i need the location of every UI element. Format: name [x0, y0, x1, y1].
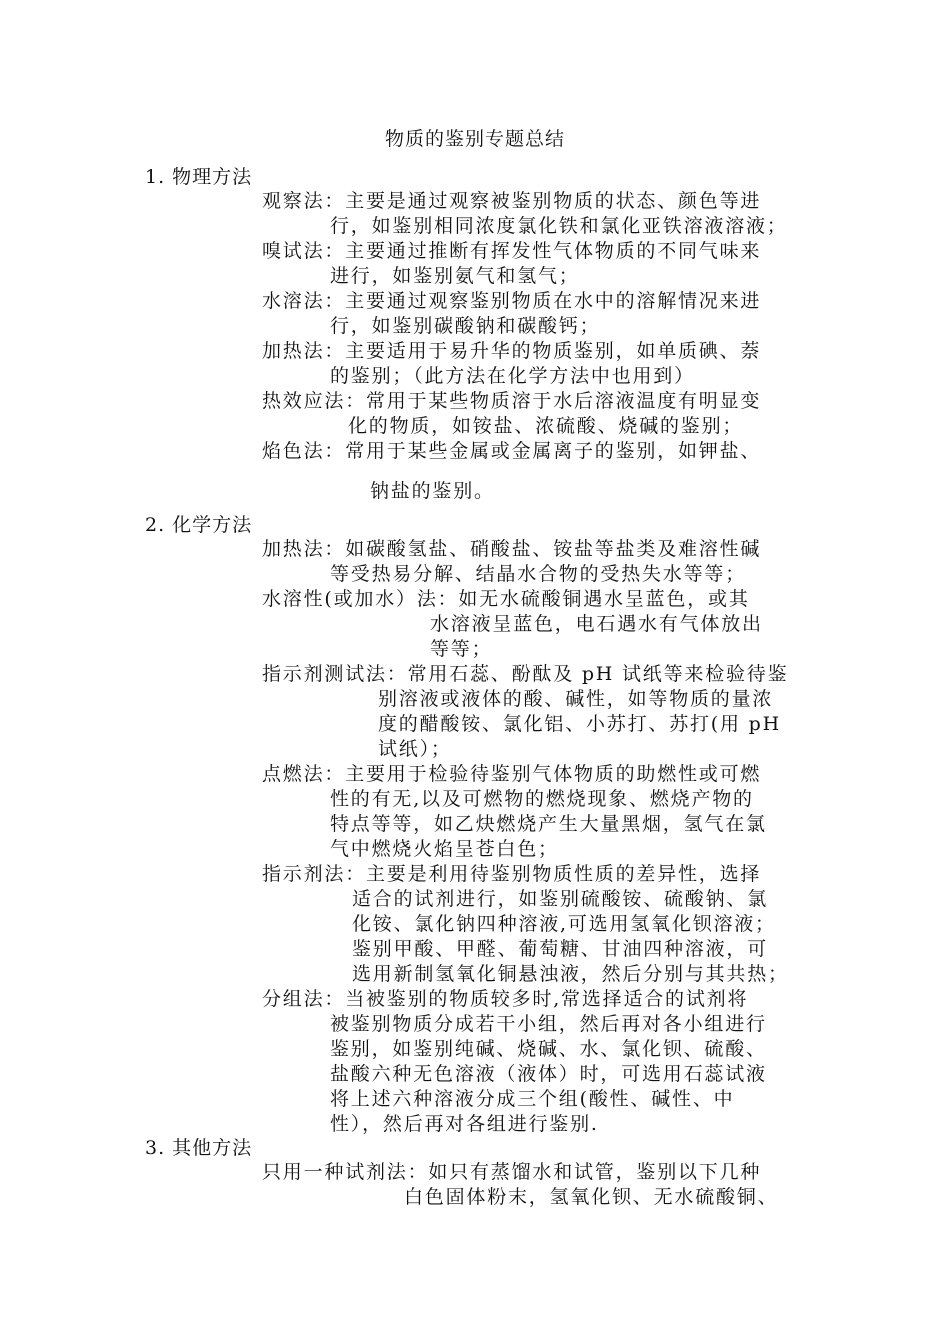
text-line: 气中燃烧火焰呈苍白色；: [330, 838, 559, 860]
text-line: 性的有无,以及可燃物的燃烧现象、燃烧产物的: [330, 788, 754, 810]
text-line: 焰色法：常用于某些金属或金属离子的鉴别，如钾盐、: [262, 440, 762, 462]
text-line: 适合的试剂进行，如鉴别硫酸铵、硫酸钠、氯: [352, 888, 769, 910]
text-line: 特点等等，如乙炔燃烧产生大量黑烟，氢气在氯: [330, 813, 767, 835]
text-line: 的鉴别；（此方法在化学方法中也用到）: [330, 365, 695, 387]
text-line: 点燃法：主要用于检验待鉴别气体物质的助燃性或可燃: [262, 763, 762, 785]
text-line: 观察法：主要是通过观察被鉴别物质的状态、颜色等进: [262, 190, 762, 212]
text-line: 度的醋酸铵、氯化铝、小苏打、苏打(用 pH: [378, 713, 781, 735]
section-heading-other: 3. 其他方法: [145, 1137, 253, 1159]
text-line: 化铵、氯化钠四种溶液,可选用氢氧化钡溶液；: [352, 913, 776, 935]
text-line: 分组法：当被鉴别的物质较多时,常选择适合的试剂将: [262, 988, 749, 1010]
text-line: 别溶液或液体的酸、碱性，如等物质的量浓: [378, 688, 774, 710]
text-line: 鉴别甲酸、甲醛、葡萄糖、甘油四种溶液，可: [352, 938, 769, 960]
document-title: 物质的鉴别专题总结: [384, 128, 565, 150]
text-line: 被鉴别物质分成若干小组，然后再对各小组进行: [330, 1013, 767, 1035]
text-line: 热效应法：常用于某些物质溶于水后溶液温度有明显变: [262, 390, 762, 412]
text-line: 加热法：主要适用于易升华的物质鉴别，如单质碘、萘: [262, 340, 762, 362]
text-line: 加热法：如碳酸氢盐、硝酸盐、铵盐等盐类及难溶性碱: [262, 538, 762, 560]
text-line: 化的物质，如铵盐、浓硫酸、烧碱的鉴别；: [348, 415, 744, 437]
text-line: 嗅试法：主要通过推断有挥发性气体物质的不同气味来: [262, 240, 762, 262]
text-line: 指示剂测试法：常用石蕊、酚酞及 pH 试纸等来检验待鉴: [262, 663, 789, 685]
text-line: 水溶液呈蓝色，电石遇水有气体放出: [430, 613, 763, 635]
text-line: 选用新制氢氧化铜悬浊液，然后分别与其共热；: [352, 963, 789, 985]
text-line: 行，如鉴别相同浓度氯化铁和氯化亚铁溶液溶液；: [330, 215, 788, 237]
text-line: 水溶性(或加水）法：如无水硫酸铜遇水呈蓝色，或其: [262, 588, 750, 610]
section-heading-chemical: 2. 化学方法: [145, 514, 253, 536]
section-heading-physical: 1. 物理方法: [145, 166, 253, 188]
text-line: 鉴别，如鉴别纯碱、烧碱、水、氯化钡、硫酸、: [330, 1038, 767, 1060]
text-line: 等等；: [430, 638, 493, 660]
text-line: 盐酸六种无色溶液（液体）时，可选用石蕊试液: [330, 1063, 767, 1085]
text-line: 进行，如鉴别氨气和氢气；: [330, 265, 580, 287]
text-line: 将上述六种溶液分成三个组(酸性、碱性、中: [330, 1088, 735, 1110]
text-line: 钠盐的鉴别。: [370, 480, 495, 502]
text-line: 白色固体粉末，氢氧化钡、无水硫酸铜、: [404, 1186, 779, 1208]
text-line: 性），然后再对各组进行鉴别.: [330, 1113, 599, 1135]
text-line: 水溶法：主要通过观察鉴别物质在水中的溶解情况来进: [262, 290, 762, 312]
text-line: 试纸）；: [378, 738, 452, 760]
text-line: 指示剂法：主要是利用待鉴别物质性质的差异性，选择: [262, 863, 762, 885]
text-line: 等受热易分解、结晶水合物的受热失水等等；: [330, 563, 747, 585]
text-line: 只用一种试剂法：如只有蒸馏水和试管，鉴别以下几种: [262, 1161, 762, 1183]
text-line: 行，如鉴别碳酸钠和碳酸钙；: [330, 315, 601, 337]
